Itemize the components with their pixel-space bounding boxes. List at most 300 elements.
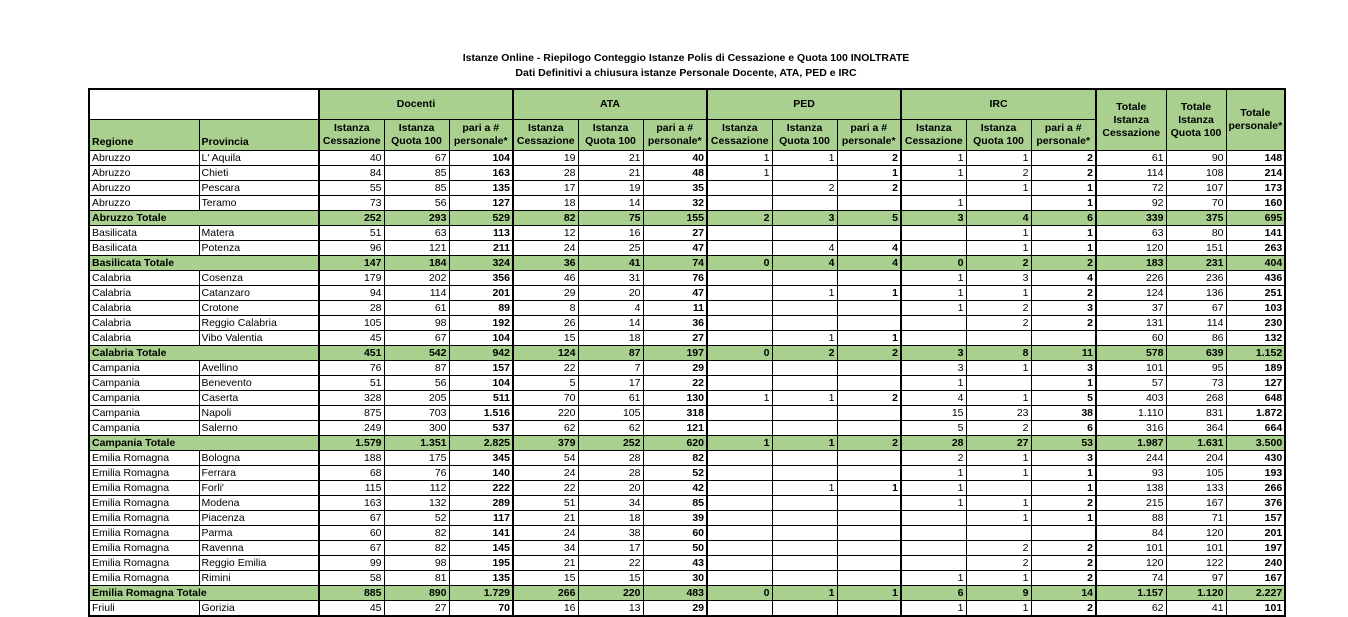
table-cell: 376 <box>1226 496 1285 511</box>
table-cell: 648 <box>1226 391 1285 406</box>
table-cell: 15 <box>513 571 578 586</box>
table-cell: 47 <box>643 286 707 301</box>
table-cell: 1 <box>707 391 772 406</box>
table-cell: 2 <box>837 151 901 166</box>
table-cell: 112 <box>384 481 449 496</box>
table-cell: 99 <box>319 556 384 571</box>
table-cell: 3 <box>901 346 966 361</box>
table-cell: 5 <box>901 421 966 436</box>
table-cell: 124 <box>513 346 578 361</box>
table-cell: 11 <box>1031 346 1096 361</box>
table-cell: 131 <box>1096 316 1166 331</box>
subheader-istanza-quota-100: Istanza Quota 100 <box>772 120 837 151</box>
table-cell: 1 <box>901 496 966 511</box>
table-cell: 31 <box>578 271 643 286</box>
table-cell <box>772 196 837 211</box>
table-cell: 27 <box>384 601 449 617</box>
table-cell: 664 <box>1226 421 1285 436</box>
table-cell: 135 <box>449 181 513 196</box>
table-cell: 85 <box>384 181 449 196</box>
table-cell: 1 <box>966 151 1031 166</box>
table-cell: 1.157 <box>1096 586 1166 601</box>
table-cell: 0 <box>707 346 772 361</box>
table-cell: 22 <box>643 376 707 391</box>
table-cell <box>837 226 901 241</box>
cell-provincia: Napoli <box>199 406 319 421</box>
table-cell <box>772 166 837 181</box>
table-total-row <box>89 586 1285 601</box>
table-cell: 147 <box>319 256 384 271</box>
table-cell <box>707 331 772 346</box>
table-cell: 84 <box>1096 526 1166 541</box>
table-cell: 132 <box>384 496 449 511</box>
cell-regione: Campania Totale <box>89 436 319 451</box>
table-cell: 1 <box>837 286 901 301</box>
table-cell: 268 <box>1166 391 1226 406</box>
table-cell: 133 <box>1166 481 1226 496</box>
table-cell: 160 <box>1226 196 1285 211</box>
table-cell: 1 <box>772 286 837 301</box>
table-cell: 104 <box>449 376 513 391</box>
table-cell <box>707 241 772 256</box>
table-cell <box>772 571 837 586</box>
table-cell: 1 <box>772 586 837 601</box>
table-cell: 63 <box>1096 226 1166 241</box>
table-cell: 364 <box>1166 421 1226 436</box>
table-cell <box>966 376 1031 391</box>
table-cell: 45 <box>319 331 384 346</box>
table-cell: 1 <box>966 451 1031 466</box>
table-cell: 62 <box>1096 601 1166 617</box>
table-cell: 51 <box>513 496 578 511</box>
table-cell: 6 <box>901 586 966 601</box>
table-cell <box>837 376 901 391</box>
table-cell <box>707 196 772 211</box>
table-cell: 214 <box>1226 166 1285 181</box>
table-total-row <box>89 211 1285 226</box>
table-cell: 21 <box>578 151 643 166</box>
table-cell: 263 <box>1226 241 1285 256</box>
table-cell <box>707 376 772 391</box>
table-cell: 36 <box>643 316 707 331</box>
table-cell: 202 <box>384 271 449 286</box>
table-cell: 22 <box>513 481 578 496</box>
table-row <box>89 166 1285 181</box>
cell-regione: Campania <box>89 361 199 376</box>
table-cell <box>707 466 772 481</box>
table-cell: 1 <box>1031 196 1096 211</box>
table-cell: 28 <box>578 466 643 481</box>
table-cell <box>772 316 837 331</box>
table-cell: 1 <box>901 151 966 166</box>
table-cell <box>707 571 772 586</box>
table-cell: 163 <box>449 166 513 181</box>
table-cell: 34 <box>578 496 643 511</box>
cell-regione: Calabria <box>89 316 199 331</box>
table-row <box>89 301 1285 316</box>
table-cell: 942 <box>449 346 513 361</box>
table-cell: 28 <box>578 451 643 466</box>
table-cell: 98 <box>384 556 449 571</box>
table-cell: 88 <box>1096 511 1166 526</box>
table-cell: 20 <box>578 481 643 496</box>
cell-provincia: Reggio Emilia <box>199 556 319 571</box>
cell-provincia: Chieti <box>199 166 319 181</box>
table-cell: 2 <box>1031 166 1096 181</box>
table-cell: 293 <box>384 211 449 226</box>
subheader-pari-a-personale: pari a # personale* <box>449 120 513 151</box>
table-cell: 148 <box>1226 151 1285 166</box>
table-cell: 138 <box>1096 481 1166 496</box>
table-cell: 1.579 <box>319 436 384 451</box>
table-cell: 141 <box>449 526 513 541</box>
table-cell <box>901 556 966 571</box>
cell-provincia: Matera <box>199 226 319 241</box>
table-cell: 27 <box>643 331 707 346</box>
table-cell: 1 <box>901 601 966 617</box>
table-row <box>89 541 1285 556</box>
table-cell: 266 <box>513 586 578 601</box>
cell-regione: Campania <box>89 376 199 391</box>
table-cell: 84 <box>319 166 384 181</box>
table-cell: 90 <box>1166 151 1226 166</box>
table-cell: 16 <box>578 226 643 241</box>
table-cell <box>772 301 837 316</box>
cell-regione: Emilia Romagna <box>89 556 199 571</box>
table-cell: 76 <box>643 271 707 286</box>
table-cell: 24 <box>513 241 578 256</box>
table-cell: 120 <box>1166 526 1226 541</box>
cell-provincia: Ravenna <box>199 541 319 556</box>
table-cell: 1.110 <box>1096 406 1166 421</box>
table-cell: 222 <box>449 481 513 496</box>
table-cell: 695 <box>1226 211 1285 226</box>
table-cell: 1 <box>772 436 837 451</box>
subheader-istanza-cessazione: Istanza Cessazione <box>707 120 772 151</box>
table-cell: 115 <box>319 481 384 496</box>
table-cell: 38 <box>578 526 643 541</box>
table-cell: 328 <box>319 391 384 406</box>
cell-provincia: Cosenza <box>199 271 319 286</box>
table-cell: 39 <box>643 511 707 526</box>
cell-regione: Abruzzo <box>89 196 199 211</box>
table-cell: 5 <box>837 211 901 226</box>
table-cell <box>837 541 901 556</box>
table-cell: 114 <box>384 286 449 301</box>
table-cell <box>707 496 772 511</box>
table-cell <box>901 511 966 526</box>
table-cell: 18 <box>578 331 643 346</box>
table-cell: 215 <box>1096 496 1166 511</box>
table-cell: 1 <box>1031 226 1096 241</box>
table-cell: 175 <box>384 451 449 466</box>
table-row <box>89 406 1285 421</box>
table-cell <box>707 301 772 316</box>
table-cell <box>707 511 772 526</box>
cell-regione: Abruzzo <box>89 166 199 181</box>
table-cell: 58 <box>319 571 384 586</box>
table-cell: 3 <box>1031 361 1096 376</box>
table-cell <box>837 466 901 481</box>
table-cell: 21 <box>578 166 643 181</box>
table-cell: 8 <box>513 301 578 316</box>
cell-provincia: Benevento <box>199 376 319 391</box>
table-cell: 1 <box>966 286 1031 301</box>
table-cell <box>707 541 772 556</box>
table-cell: 1 <box>966 391 1031 406</box>
cell-regione: Emilia Romagna <box>89 541 199 556</box>
document-title: Istanze Online - Riepilogo Conteggio Istanze Polis di Cessazione e Quota 100 INOLTRATE <box>462 52 910 64</box>
table-cell: 62 <box>513 421 578 436</box>
subheader-pari-a-personale: pari a # personale* <box>1031 120 1096 151</box>
table-total-row <box>89 346 1285 361</box>
table-cell: 1 <box>901 376 966 391</box>
subheader-istanza-quota-100: Istanza Quota 100 <box>966 120 1031 151</box>
table-cell: 3 <box>772 211 837 226</box>
cell-provincia: Rimini <box>199 571 319 586</box>
table-cell: 226 <box>1096 271 1166 286</box>
document-subtitle: Dati Definitivi a chiusura istanze Personale Docente, ATA, PED e IRC <box>515 67 857 79</box>
table-cell: 70 <box>449 601 513 617</box>
table-row <box>89 151 1285 166</box>
table-row <box>89 466 1285 481</box>
table-cell: 157 <box>449 361 513 376</box>
table-cell: 86 <box>1166 331 1226 346</box>
table-cell: 236 <box>1166 271 1226 286</box>
table-cell <box>772 511 837 526</box>
header-provincia: Provincia <box>199 120 319 151</box>
table-cell: 511 <box>449 391 513 406</box>
table-cell: 61 <box>1096 151 1166 166</box>
table-cell: 2 <box>1031 286 1096 301</box>
table-cell <box>772 376 837 391</box>
table-row <box>89 391 1285 406</box>
table-cell: 46 <box>513 271 578 286</box>
table-cell: 28 <box>319 301 384 316</box>
table-cell: 1 <box>1031 181 1096 196</box>
table-cell: 51 <box>319 376 384 391</box>
table-cell: 127 <box>1226 376 1285 391</box>
table-cell: 179 <box>319 271 384 286</box>
table-cell: 1 <box>966 466 1031 481</box>
table-cell: 2.825 <box>449 436 513 451</box>
table-cell: 1 <box>901 196 966 211</box>
cell-regione: Emilia Romagna <box>89 526 199 541</box>
table-cell: 2 <box>772 181 837 196</box>
table-cell: 1 <box>966 496 1031 511</box>
table-cell: 192 <box>449 316 513 331</box>
table-cell: 22 <box>578 556 643 571</box>
table-cell: 639 <box>1166 346 1226 361</box>
table-cell: 105 <box>578 406 643 421</box>
table-cell: 61 <box>578 391 643 406</box>
table-cell: 127 <box>449 196 513 211</box>
cell-provincia: L' Aquila <box>199 151 319 166</box>
cell-regione: Basilicata Totale <box>89 256 319 271</box>
table-cell: 82 <box>384 526 449 541</box>
table-cell: 21 <box>513 556 578 571</box>
table-cell: 197 <box>643 346 707 361</box>
table-cell: 483 <box>643 586 707 601</box>
table-cell: 3 <box>1031 301 1096 316</box>
table-cell: 167 <box>1226 571 1285 586</box>
table-cell: 2 <box>966 421 1031 436</box>
table-cell <box>901 526 966 541</box>
table-cell: 73 <box>319 196 384 211</box>
table-cell: 339 <box>1096 211 1166 226</box>
table-cell: 141 <box>1226 226 1285 241</box>
table-cell: 42 <box>643 481 707 496</box>
table-cell: 92 <box>1096 196 1166 211</box>
table-cell: 52 <box>643 466 707 481</box>
table-cell: 74 <box>643 256 707 271</box>
table-cell: 15 <box>901 406 966 421</box>
table-cell <box>772 361 837 376</box>
table-cell: 189 <box>1226 361 1285 376</box>
table-cell: 104 <box>449 331 513 346</box>
table-cell <box>707 271 772 286</box>
table-cell <box>837 556 901 571</box>
table-cell <box>837 526 901 541</box>
table-cell: 23 <box>966 406 1031 421</box>
table-cell: 2 <box>1031 316 1096 331</box>
table-cell <box>707 406 772 421</box>
table-cell <box>772 451 837 466</box>
table-cell: 2 <box>966 541 1031 556</box>
table-cell: 56 <box>384 196 449 211</box>
table-cell: 36 <box>513 256 578 271</box>
cell-regione: Campania <box>89 421 199 436</box>
table-total-row <box>89 436 1285 451</box>
table-cell: 220 <box>578 586 643 601</box>
table-cell: 2 <box>966 256 1031 271</box>
table-cell: 578 <box>1096 346 1166 361</box>
table-cell <box>772 496 837 511</box>
table-cell: 1 <box>901 301 966 316</box>
table-cell: 1 <box>966 601 1031 617</box>
table-cell: 2 <box>966 166 1031 181</box>
table-cell: 32 <box>643 196 707 211</box>
table-cell: 76 <box>319 361 384 376</box>
cell-provincia: Catanzaro <box>199 286 319 301</box>
table-cell: 249 <box>319 421 384 436</box>
table-cell: 1.729 <box>449 586 513 601</box>
table-cell: 4 <box>966 211 1031 226</box>
table-cell: 2 <box>1031 541 1096 556</box>
table-cell: 1 <box>1031 481 1096 496</box>
table-cell: 12 <box>513 226 578 241</box>
cell-regione: Calabria <box>89 286 199 301</box>
table-cell: 201 <box>449 286 513 301</box>
table-cell: 1.631 <box>1166 436 1226 451</box>
table-cell: 318 <box>643 406 707 421</box>
table-cell <box>901 316 966 331</box>
table-cell: 1 <box>966 226 1031 241</box>
table-cell: 45 <box>319 601 384 617</box>
table-cell: 2 <box>1031 601 1096 617</box>
table-cell: 1 <box>901 481 966 496</box>
table-cell: 145 <box>449 541 513 556</box>
table-cell: 61 <box>384 301 449 316</box>
table-cell: 73 <box>1166 376 1226 391</box>
table-cell: 14 <box>578 196 643 211</box>
table-cell: 14 <box>1031 586 1096 601</box>
table-cell: 231 <box>1166 256 1226 271</box>
table-cell: 356 <box>449 271 513 286</box>
table-cell <box>837 406 901 421</box>
table-cell: 101 <box>1226 601 1285 617</box>
table-cell: 240 <box>1226 556 1285 571</box>
table-cell: 1.987 <box>1096 436 1166 451</box>
table-cell <box>966 331 1031 346</box>
table-cell <box>837 511 901 526</box>
table-cell: 107 <box>1166 181 1226 196</box>
table-cell: 151 <box>1166 241 1226 256</box>
table-cell: 875 <box>319 406 384 421</box>
cell-provincia: Vibo Valentia <box>199 331 319 346</box>
table-cell: 1 <box>1031 511 1096 526</box>
table-cell: 5 <box>1031 391 1096 406</box>
table-cell: 205 <box>384 391 449 406</box>
cell-regione: Emilia Romagna <box>89 511 199 526</box>
table-cell: 35 <box>643 181 707 196</box>
table-cell: 2 <box>966 316 1031 331</box>
table-cell: 25 <box>578 241 643 256</box>
table-cell: 80 <box>1166 226 1226 241</box>
table-cell: 43 <box>643 556 707 571</box>
table-cell <box>901 541 966 556</box>
cell-provincia: Potenza <box>199 241 319 256</box>
table-cell: 13 <box>578 601 643 617</box>
table-cell: 1.152 <box>1226 346 1285 361</box>
table-cell <box>901 241 966 256</box>
table-cell: 1 <box>901 571 966 586</box>
table-cell: 2 <box>966 301 1031 316</box>
table-cell: 87 <box>578 346 643 361</box>
table-cell: 3.500 <box>1226 436 1285 451</box>
table-cell: 70 <box>513 391 578 406</box>
table-cell: 1 <box>1031 376 1096 391</box>
table-cell: 28 <box>513 166 578 181</box>
table-cell: 375 <box>1166 211 1226 226</box>
table-cell: 24 <box>513 526 578 541</box>
cell-regione: Calabria Totale <box>89 346 319 361</box>
cell-provincia: Gorizia <box>199 601 319 617</box>
cell-provincia: Piacenza <box>199 511 319 526</box>
subheader-istanza-quota-100: Istanza Quota 100 <box>578 120 643 151</box>
cell-regione: Emilia Romagna <box>89 451 199 466</box>
table-row <box>89 286 1285 301</box>
header-totale-cessazione: Totale Istanza Cessazione <box>1096 89 1166 151</box>
table-cell: 56 <box>384 376 449 391</box>
table-cell: 24 <box>513 466 578 481</box>
table-cell: 266 <box>1226 481 1285 496</box>
table-row <box>89 196 1285 211</box>
cell-provincia: Parma <box>199 526 319 541</box>
table-cell: 30 <box>643 571 707 586</box>
table-cell: 82 <box>384 541 449 556</box>
table-cell <box>707 226 772 241</box>
table-cell: 620 <box>643 436 707 451</box>
table-row <box>89 601 1285 617</box>
table-cell: 1 <box>901 166 966 181</box>
table-cell: 2 <box>837 346 901 361</box>
table-cell: 3 <box>901 211 966 226</box>
table-cell: 201 <box>1226 526 1285 541</box>
table-cell: 97 <box>1166 571 1226 586</box>
table-cell: 0 <box>707 256 772 271</box>
table-row <box>89 181 1285 196</box>
